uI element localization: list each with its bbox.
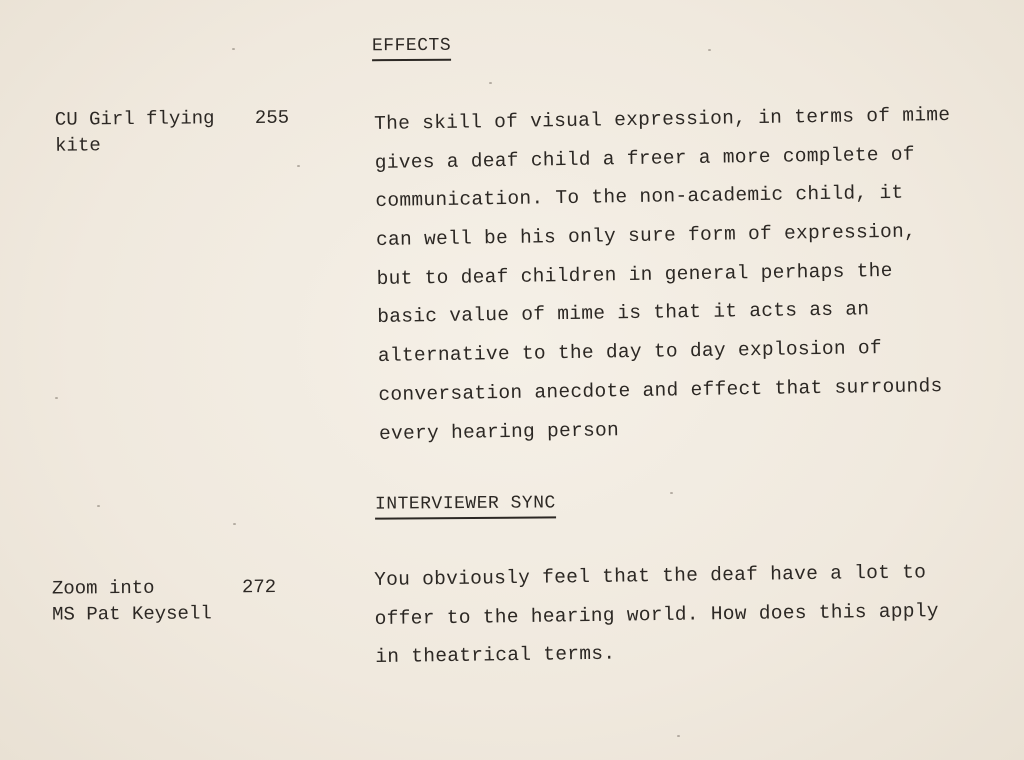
shot-cue-1-line-2: kite	[55, 134, 101, 157]
question-line-2: offer to the hearing world. How does this apply	[374, 599, 939, 630]
paper-speck	[708, 49, 711, 51]
narration-line-1: The skill of visual expression, in terms of mime	[374, 103, 951, 135]
interviewer-sync-heading	[375, 493, 556, 519]
interviewer-question	[374, 557, 996, 682]
narration-line-8: conversation anecdote and effect that surrounds	[378, 374, 943, 406]
shot-cue-2-number: 272	[241, 575, 277, 599]
narration-line-3: communication. To the non-academic child, it	[375, 182, 904, 213]
shot-cue-1	[54, 105, 290, 158]
narration-paragraph	[374, 100, 999, 458]
shot-cue-2-line-2: MS Pat Keysell	[52, 602, 212, 626]
paper-speck	[233, 523, 236, 525]
shot-cue-1-number: 255	[254, 106, 290, 129]
paper-speck	[670, 492, 673, 494]
effects-heading-text: EFFECTS	[372, 36, 451, 61]
question-line-1: You obviously feel that the deaf have a lot to	[374, 561, 927, 591]
shot-cue-1-line-1: CU Girl flying	[54, 107, 215, 131]
narration-line-7: alternative to the day to day explosion of	[377, 337, 883, 368]
narration-line-4: can well be his only sure form of expression,	[375, 220, 917, 252]
effects-heading	[372, 36, 451, 61]
shot-cue-2-line-1: Zoom into	[51, 576, 155, 600]
narration-line-6: basic value of mime is that it acts as an	[377, 298, 870, 329]
paper-speck	[97, 505, 100, 507]
paper-speck	[55, 397, 58, 399]
shot-cue-2	[51, 574, 277, 627]
paper-speck	[489, 82, 492, 84]
paper-speck	[297, 165, 300, 167]
narration-line-9: every hearing person	[378, 418, 620, 445]
interviewer-sync-heading-text: INTERVIEWER SYNC	[375, 493, 556, 519]
narration-line-5: but to deaf children in general perhaps the	[376, 259, 893, 290]
paper-speck	[677, 735, 680, 737]
paper-speck	[232, 48, 235, 50]
question-line-3: in theatrical terms.	[375, 643, 616, 669]
narration-line-2: gives a deaf child a freer a more complete of	[374, 143, 916, 174]
